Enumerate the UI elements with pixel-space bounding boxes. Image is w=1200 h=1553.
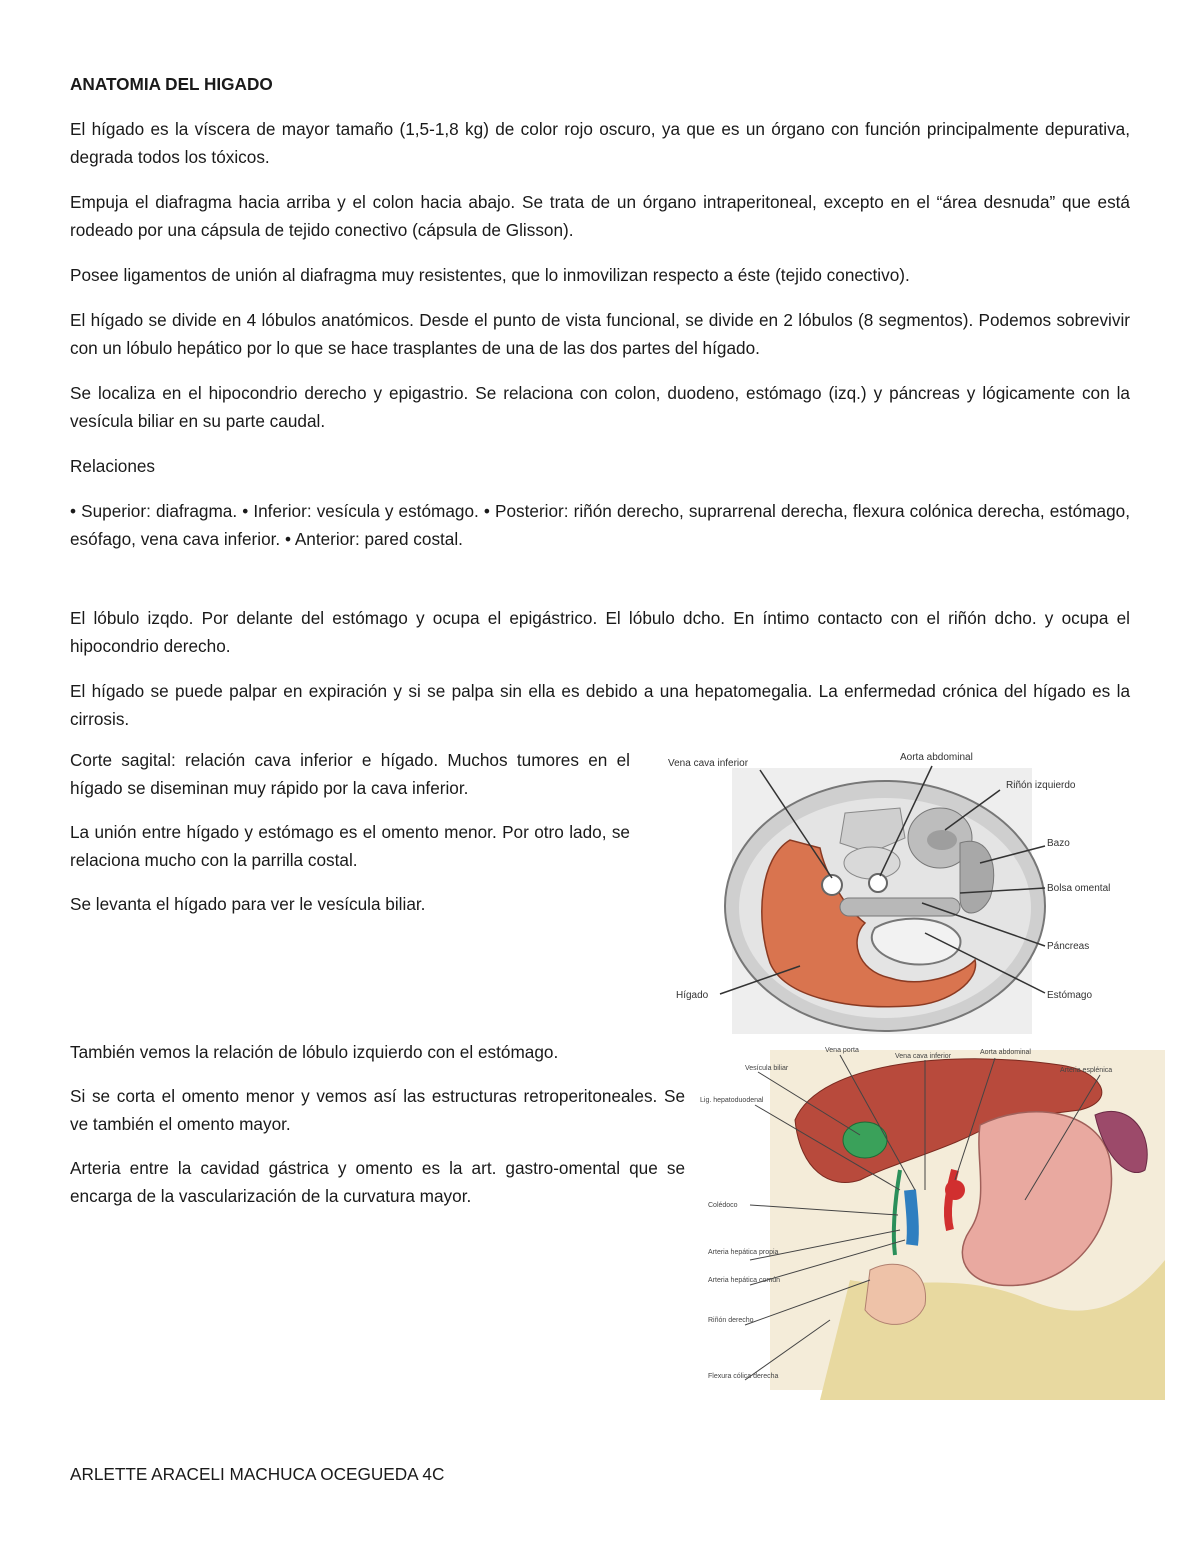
note: La unión entre hígado y estómago es el omento menor. Por otro lado, se relaciona mucho con la parrilla costal. xyxy=(70,822,630,870)
note: Corte sagital: relación cava inferior e hígado. Muchos tumores en el hígado se diseminan muy rápido por la cava inferior. xyxy=(70,750,630,798)
document-title: ANATOMIA DEL HIGADO xyxy=(70,74,273,94)
figure-transverse-section xyxy=(660,748,1140,1038)
label-bazo: Bazo xyxy=(1047,838,1070,849)
relations-list: • Superior: diafragma. • Inferior: vesícula y estómago. • Posterior: riñón derecho, suprarrenal derecha, flexura colónica derecha, estómago, esófago, vena cava inferior. • Anterior: pared costal. xyxy=(70,501,1130,549)
note: También vemos la relación de lóbulo izquierdo con el estómago. xyxy=(70,1042,559,1062)
label-flexura: Flexura cólica derecha xyxy=(708,1373,779,1380)
label-vena-cava: Vena cava inferior xyxy=(668,758,749,769)
footer-author: ARLETTE ARACELI MACHUCA OCEGUEDA 4C xyxy=(70,1464,445,1484)
paragraph: Se localiza en el hipocondrio derecho y epigastrio. Se relaciona con colon, duodeno, estómago (izq.) y páncreas y lógicamente con la vesícula biliar en su parte caudal. xyxy=(70,383,1130,431)
label-vena-porta: Vena porta xyxy=(825,1047,859,1054)
figure2-notes xyxy=(70,1038,685,1210)
label-arteria-esplenica: Arteria esplénica xyxy=(1060,1067,1113,1074)
paragraph: El hígado es la víscera de mayor tamaño (1,5-1,8 kg) de color rojo oscuro, ya que es un órgano con función principalmente depurativa, degrada todos los tóxicos. xyxy=(70,119,1130,167)
figure1-notes xyxy=(70,746,630,918)
label-bolsa: Bolsa omental xyxy=(1047,883,1111,894)
paragraph: Empuja el diafragma hacia arriba y el colon hacia abajo. Se trata de un órgano intraperitoneal, excepto en el “área desnuda” que está rodeado por una cápsula de tejido conectivo (cápsula de Glisson). xyxy=(70,192,1130,240)
label-estomago: Estómago xyxy=(1047,990,1093,1001)
paragraph: Posee ligamentos de unión al diafragma muy resistentes, que lo inmovilizan respecto a éste (tejido conectivo). xyxy=(70,265,910,285)
label-art-hep-propia: Arteria hepática propia xyxy=(708,1249,779,1256)
label-rinon-derecho: Riñón derecho xyxy=(708,1317,754,1324)
label-vesicula: Vesícula biliar xyxy=(745,1065,789,1072)
paragraph: El lóbulo izqdo. Por delante del estómago y ocupa el epigástrico. El lóbulo dcho. En íntimo contacto con el riñón dcho. y ocupa el hipocondrio derecho. xyxy=(70,608,1130,656)
label-pancreas: Páncreas xyxy=(1047,941,1090,952)
label-vena-cava-2: Vena cava inferior xyxy=(895,1053,952,1060)
label-lig-hepatoduodenal: Lig. hepatoduodenal xyxy=(700,1097,764,1104)
paragraph: El hígado se divide en 4 lóbulos anatómicos. Desde el punto de vista funcional, se divide en 2 lóbulos (8 segmentos). Podemos sobrevivir con un lóbulo hepático por lo que se hace trasplantes de una de las dos partes del hígado. xyxy=(70,310,1130,358)
label-art-hep-comun: Arteria hepática común xyxy=(708,1277,780,1284)
paragraph: El hígado se puede palpar en expiración y si se palpa sin ella es debido a una hepatomegalia. La enfermedad crónica del hígado es la cirrosis. xyxy=(70,681,1130,729)
section-heading-relaciones: Relaciones xyxy=(70,456,156,476)
note: Si se corta el omento menor y vemos así las estructuras retroperitoneales. Se ve también el omento mayor. xyxy=(70,1086,685,1134)
note: Arteria entre la cavidad gástrica y omento es la art. gastro-omental que se encarga de la vascularización de la curvatura mayor. xyxy=(70,1158,685,1206)
figure-anterior-view xyxy=(700,1040,1165,1410)
label-coledoco: Colédoco xyxy=(708,1202,738,1209)
label-aorta: Aorta abdominal xyxy=(900,752,973,763)
note: Se levanta el hígado para ver le vesícula biliar. xyxy=(70,894,426,914)
label-aorta-2: Aorta abdominal xyxy=(980,1049,1031,1056)
label-higado: Hígado xyxy=(676,990,709,1001)
label-rinon: Riñón izquierdo xyxy=(1006,780,1076,791)
